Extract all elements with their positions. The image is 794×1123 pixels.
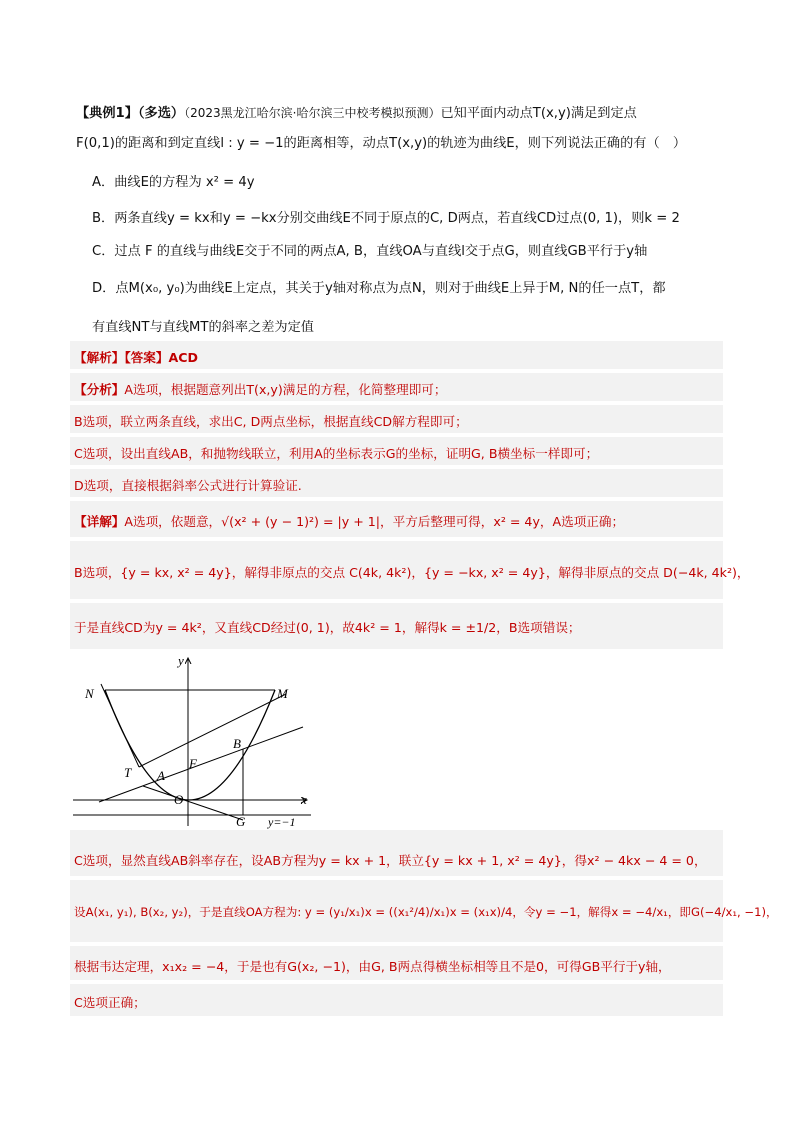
label-directrix: y=−1: [268, 815, 296, 829]
analysis-text: A选项，根据题意列出T(x,y)满足的方程，化简整理即可；: [124, 382, 447, 397]
label-m: M: [277, 686, 288, 701]
band: [70, 984, 723, 1016]
label-y: y: [178, 654, 184, 668]
detail-line-c1: C选项，显然直线AB斜率存在，设AB方程为y = kx + 1，联立{y = kx + 1, x² = 4y}，得x² − 4kx − 4 = 0，: [74, 853, 707, 868]
label-n: N: [85, 686, 94, 701]
option-b: B．两条直线y = kx和y = −kx分别交曲线E不同于原点的C, D两点，若直线CD过点(0, 1)，则k = 2: [92, 211, 680, 226]
answer-label: 【解析】【答案】: [74, 350, 169, 365]
detail-line-a: [74, 511, 624, 530]
parabola-curve: [105, 690, 275, 800]
analysis-line-1: [74, 379, 446, 398]
detail-line-b1: B选项，{y = kx, x² = 4y}，解得非原点的交点 C(4k, 4k²)，{y = −kx, x² = 4y}，解得非原点的交点 D(−4k, 4k²)，: [74, 565, 750, 580]
detail-line-c3: 根据韦达定理，x₁x₂ = −4，于是也有G(x₂, −1)，由G, B两点得横坐标相等且不是0，可得GB平行于y轴，: [74, 959, 671, 974]
answer-line: [74, 347, 198, 366]
option-d-line2: 有直线NT与直线MT的斜率之差为定值: [92, 320, 314, 335]
problem-stem-1: 已知平面内动点T(x,y)满足到定点: [440, 106, 637, 121]
analysis-line-4: D选项，直接根据斜率公式进行计算验证.: [74, 478, 302, 493]
label-g: G: [236, 814, 246, 829]
detail-label: 【详解】: [74, 514, 125, 529]
problem-header-line: [76, 102, 637, 121]
option-a: A．曲线E的方程为 x² = 4y: [92, 175, 255, 190]
detail-line-c4: C选项正确；: [74, 995, 146, 1010]
label-a: A: [157, 768, 165, 783]
label-x: x: [301, 792, 307, 807]
detail-line-b2: 于是直线CD为y = 4k²，又直线CD经过(0, 1)，故4k² = 1，解得k = ±1/2，B选项错误；: [74, 620, 581, 635]
problem-stem-2: F(0,1)的距离和到定直线l : y = −1的距离相等，动点T(x,y)的轨迹为曲线E，则下列说法正确的有（ ）: [76, 136, 687, 151]
problem-source: （2023黑龙江哈尔滨·哈尔滨三中校考模拟预测）: [184, 106, 441, 120]
label-f: F: [189, 756, 197, 771]
analysis-label: 【分析】: [74, 382, 125, 397]
option-d-line1: D．点M(x₀, y₀)为曲线E上定点，其关于y轴对称点为点N，则对于曲线E上异于M, N的任一点T，都: [92, 281, 666, 296]
option-c: C．过点 F 的直线与曲线E交于不同的两点A, B，直线OA与直线l交于点G，则直线GB平行于y轴: [92, 244, 648, 259]
label-b: B: [233, 736, 241, 751]
line-nt: [101, 684, 139, 767]
line-tm: [139, 694, 286, 767]
analysis-line-3: C选项，设出直线AB，和抛物线联立，利用A的坐标表示G的坐标，证明G, B横坐标一样即可；: [74, 446, 599, 461]
problem-tag: （多选）: [137, 106, 185, 121]
detail-a-text: A选项，依题意，√(x² + (y − 1)²) = |y + 1|，平方后整理可得，x² = 4y，A选项正确；: [124, 514, 625, 529]
label-o: O: [174, 792, 184, 807]
label-t: T: [124, 765, 132, 780]
problem-number: 【典例1】: [76, 106, 138, 121]
analysis-line-2: B选项，联立两条直线，求出C, D两点坐标，根据直线CD解方程即可；: [74, 414, 468, 429]
detail-line-c2: 设A(x₁, y₁), B(x₂, y₂)，于是直线OA方程为: y = (y₁/x₁)x = ((x₁²/4)/x₁)x = (x₁x)/4，令y = −1，解得x = −4/x₁，即G(−4/x₁, −1)，: [74, 905, 778, 919]
parabola-figure: [71, 654, 313, 829]
answer-value: ACD: [168, 350, 198, 365]
